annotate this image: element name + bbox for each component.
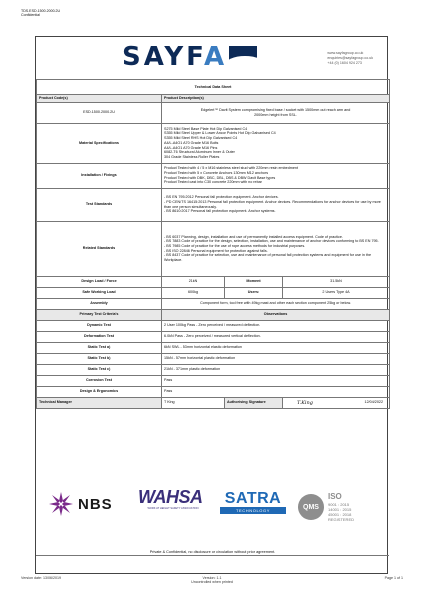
design-ergonomics-value: Pass [162, 386, 390, 397]
related-standards-values [162, 221, 390, 276]
iso-line: REGISTERED [328, 517, 355, 522]
logo-mark-icon [229, 46, 257, 68]
deformation-test-label: Deformation Test [37, 331, 162, 342]
nbs-star-icon [48, 491, 74, 517]
moment-value: 31.5kN [283, 276, 390, 287]
satra-logo-text: SATRA [224, 490, 282, 507]
deformation-test-value: 6.0kN Pass - Zero perceived / measured vertical deflection. [162, 331, 390, 342]
criteria-label: Primary Test Criteria's [37, 309, 162, 320]
related-standard-item: - BS 7985 Code of practice for the use of rope access methods for industrial purposes. [164, 244, 306, 248]
installation-line: Product Tested cast into C30 concrete 220mm with no rebar [164, 180, 262, 185]
test-standard-item: - BS EN 795:2012 Personal fall protection equipment. Anchor devices. [164, 195, 279, 200]
product-desc-label: Product Description(s) [162, 95, 390, 103]
material-line: 6082-T6 Structural Aluminum Inner & Outer [164, 150, 235, 155]
iso-title: ISO [328, 492, 342, 501]
product-desc-line2: 2000mm height from SSL. [254, 112, 297, 117]
users-value: 2 Users Type 4A [283, 287, 390, 298]
sayfa-logo [122, 43, 257, 71]
satra-logo-subtext: TECHNOLOGY [220, 507, 286, 514]
installation-line: Product Tested with 4 / 5 x M16 stainless steel stud with 220mm resin embedment [164, 166, 298, 171]
swl-label: Safe Working Load [37, 287, 162, 298]
classification: Confidential [21, 13, 40, 18]
material-line: S355 Mild Steel RHS Hot Dip Galvanised C4 [164, 136, 238, 141]
related-standard-item: - BS ISO 22846 Personal equipment for protection against falls. [164, 248, 268, 253]
corrosion-test-value: Pass [162, 375, 390, 386]
material-line: S355 Mild Steel Upper & Lower Ancor Points Hot Dip Galvanised C4 [164, 131, 276, 136]
datasheet-table [36, 79, 390, 409]
wahsa-logo [138, 487, 208, 523]
design-load-label: Design Load / Force [37, 276, 162, 287]
qms-iso-logo [298, 488, 378, 526]
material-line: S275 Mild Steel Base Plate Hot Dip Galvanised C4 [164, 126, 248, 131]
qms-badge-icon: QMS [298, 494, 324, 520]
material-values [162, 123, 390, 163]
contact-web[interactable]: www.sayfagroup.co.uk [327, 51, 364, 55]
static-test-c-value: 21kN - 371mm plastic deformation [162, 364, 390, 375]
material-line: A4/L-A4O1 A70 Grade M16 Pins [164, 145, 218, 150]
brand-header [36, 37, 387, 79]
installation-line: Product Tested with DBK, DBC, DBL, DBS & DBW Davit Base types [164, 175, 276, 180]
signature-date: 12/04/2022 [364, 399, 384, 404]
product-code-label: Product Code(s) [37, 95, 162, 103]
iso-line: 45001 : 2018 [328, 512, 352, 517]
technical-manager-value: T King [162, 397, 225, 408]
moment-label: Moment [225, 276, 283, 287]
static-test-c-label: Static Test c) [37, 364, 162, 375]
related-standard-item: - BS 7883 Code of practice for the design, selection, installation, use and maintenance of anchor devices conforming to BS EN 795. [164, 239, 379, 244]
satra-logo [220, 491, 286, 519]
datasheet-frame [35, 36, 388, 574]
iso-registrations [328, 492, 354, 522]
design-load-value: 21kN [162, 276, 225, 287]
logo-text-main: SAYF [122, 42, 204, 72]
test-standard-item: - PD CEN/TS 16415:2013 Personal fall protection equipment. Anchor devices. Recommendations for anchor devices for use by more than one person simultaneously. [164, 200, 381, 209]
footer-divider [36, 555, 389, 556]
iso-line: 9001 : 2015 [328, 502, 350, 507]
dynamic-test-label: Dynamic Test [37, 320, 162, 331]
page-number: Page 1 of 1 [384, 576, 403, 580]
logo-text-accent: A [203, 42, 228, 72]
signature-label: Authorising Signature [225, 397, 283, 408]
document-header [21, 9, 60, 18]
product-desc-line1: Edgelert™ Davit System compromising fixed base / socket with 1500mm out reach arm and [200, 108, 351, 112]
installation-values [162, 163, 390, 188]
assembly-value: Component form, tool free with 49kg mast and other each section component 25kg or below. [162, 298, 390, 309]
version: Version: 1.1 [202, 576, 222, 580]
contact-email[interactable]: enquiries@sayfagroup.co.uk [327, 56, 373, 61]
product-code: ESD.1500.2000.2U [37, 102, 162, 123]
corrosion-test-label: Corrosion Test [37, 375, 162, 386]
assembly-label: Assembly [37, 298, 162, 309]
signature: T.King [297, 399, 313, 406]
observations-label: Observations [162, 309, 390, 320]
iso-line: 14001 : 2015 [328, 507, 352, 512]
installation-label: Installation / Fixings [37, 163, 162, 188]
version-block [0, 576, 424, 584]
doc-code: TDS.ESD.1500.2000.2U [21, 9, 61, 13]
design-ergonomics-label: Design & Ergonomics [37, 386, 162, 397]
nbs-logo-text: NBS [78, 495, 113, 513]
related-standards-label: Related Standards [37, 221, 162, 276]
material-label: Material Specifications [37, 123, 162, 163]
static-test-b-value: 15kN - 57mm horizontal plastic deformation [162, 353, 390, 364]
static-test-b-label: Static Test b) [37, 353, 162, 364]
nbs-logo [48, 491, 113, 517]
related-standard-item: - BS 8437 Code of practice for selection, use and maintenance of personal fall protection systems and equipment for use in the Workplace. [164, 253, 372, 263]
uncontrolled-note: Uncontrolled when printed [191, 580, 233, 584]
static-test-a-value: 6kN SWL - 53mm horizontal elastic deformation [162, 342, 390, 353]
technical-manager-label: Technical Manager [37, 397, 162, 408]
wahsa-logo-text: WAHSA [138, 487, 203, 507]
page-title: Technical Data Sheet [37, 80, 390, 95]
product-desc [162, 102, 390, 123]
signature-cell [283, 397, 390, 408]
swl-value: 600kg [162, 287, 225, 298]
users-label: Users: [225, 287, 283, 298]
related-standard-item: - BS 6037 Planning, design, installation and use of permanently installed access equipment. Code of practice. [164, 234, 343, 239]
contact-phone: +44 (0) 1604 924 273 [327, 61, 362, 66]
test-standards-label: Test Standards [37, 188, 162, 221]
brand-contact [327, 51, 373, 66]
static-test-a-label: Static Test a) [37, 342, 162, 353]
material-line: A4/L-A4O1 A70 Grade M16 Bolts [164, 140, 219, 145]
dynamic-test-value: 2 User 100kg Pass - Zero perceived / measured deflection. [162, 320, 390, 331]
test-standard-item: - BS 8610:2017 Personal fall protection equipment. Anchor systems. [164, 209, 276, 214]
test-standards-values [162, 188, 390, 221]
accreditation-logos [36, 479, 389, 535]
material-line: 304 Grade Stainless Roller Plates [164, 155, 220, 160]
wahsa-logo-subtext: WORK AT HEIGHT SAFETY ASSOCIATION [147, 507, 199, 510]
confidentiality-note: Private & Confidential, no disclosure or circulation without prior agreement. [149, 550, 276, 554]
version-date: Version date: 13/06/2019 [21, 576, 61, 580]
installation-line: Product Tested with 5 x Concrete Anchors 130mm M12 anchors [164, 171, 269, 175]
